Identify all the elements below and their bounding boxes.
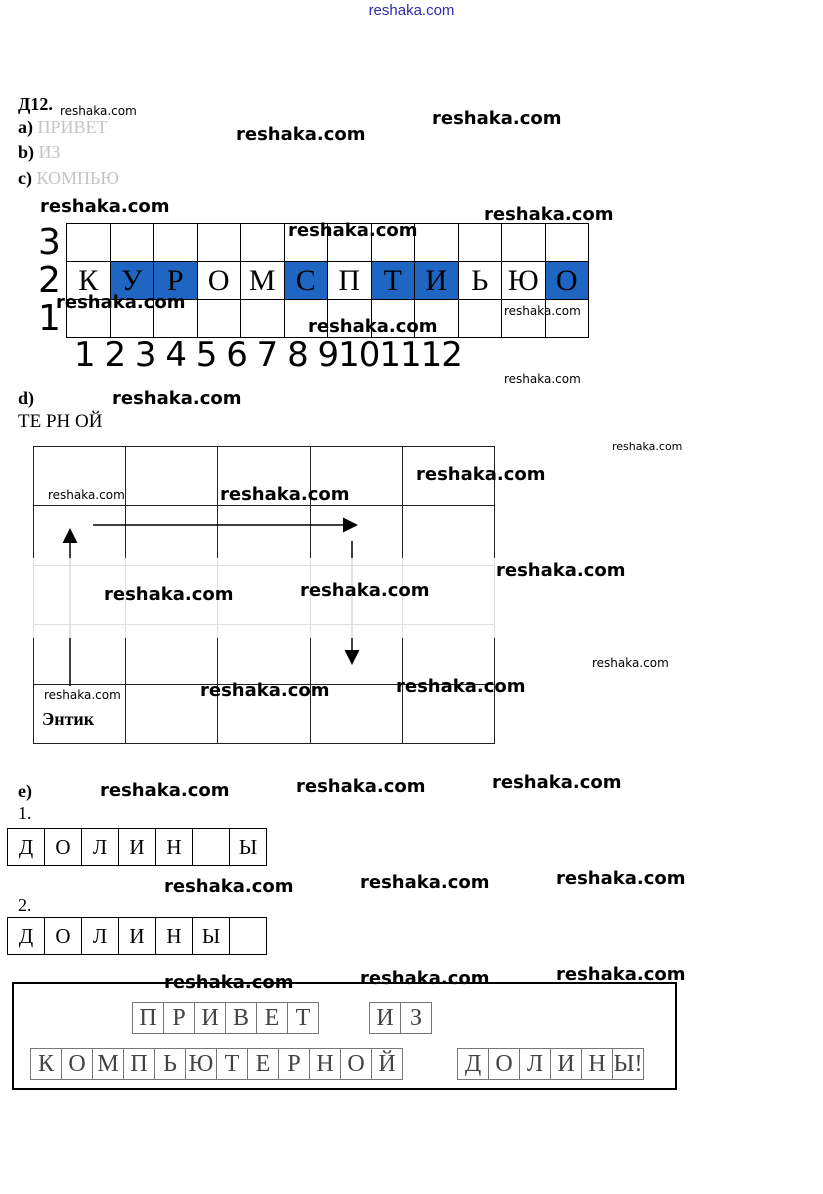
- final-letter: Н: [581, 1048, 613, 1080]
- word-letter: И: [118, 917, 156, 955]
- word-letter: Ы: [192, 917, 230, 955]
- watermark: reshaka.com: [308, 316, 438, 337]
- grid-letter-highlighted: И: [415, 262, 459, 300]
- watermark: reshaka.com: [112, 388, 242, 409]
- watermark: reshaka.com: [296, 776, 426, 797]
- final-letter: И: [550, 1048, 582, 1080]
- item2-number: 2.: [18, 895, 32, 915]
- row-label-3: 3: [38, 222, 61, 263]
- grid-letter: О: [198, 262, 242, 300]
- part-d-text: ТЕ РН ОЙ: [18, 411, 103, 432]
- final-letter: Р: [163, 1002, 195, 1034]
- grid-cell: [154, 224, 198, 262]
- grid-cell: [67, 224, 111, 262]
- line-b: [18, 142, 61, 163]
- grid-cell: [241, 224, 285, 262]
- word-letter: [229, 917, 267, 955]
- word-letter: Н: [155, 828, 193, 866]
- grid-letter-highlighted: С: [285, 262, 329, 300]
- final-letter: Л: [519, 1048, 551, 1080]
- watermark: reshaka.com: [612, 440, 683, 453]
- final-letter: И: [194, 1002, 226, 1034]
- part-d-label: d): [18, 388, 35, 408]
- watermark: reshaka.com: [504, 372, 581, 386]
- line-a: [18, 117, 108, 138]
- word-letter: Л: [81, 917, 119, 955]
- watermark: reshaka.com: [236, 124, 366, 145]
- watermark: reshaka.com: [164, 876, 294, 897]
- watermark: reshaka.com: [288, 220, 418, 241]
- grid-letter: П: [328, 262, 372, 300]
- watermark: reshaka.com: [44, 688, 121, 702]
- watermark: reshaka.com: [492, 772, 622, 793]
- watermark: reshaka.com: [496, 560, 626, 581]
- watermark: reshaka.com: [300, 580, 430, 601]
- final-letter: М: [92, 1048, 124, 1080]
- final-word-doliny: [457, 1048, 643, 1080]
- row-label-1: 1: [38, 298, 61, 339]
- final-letter: П: [123, 1048, 155, 1080]
- final-word-kompyuternoy: [30, 1048, 402, 1080]
- grid-letter-highlighted: У: [111, 262, 155, 300]
- grid-letter: К: [67, 262, 111, 300]
- word-letter: О: [44, 917, 82, 955]
- watermark: reshaka.com: [432, 108, 562, 129]
- final-letter: Ь: [154, 1048, 186, 1080]
- grid-cell: [459, 224, 503, 262]
- item1-number: 1.: [18, 803, 32, 823]
- line-c: [18, 168, 119, 189]
- final-word-iz: [369, 1002, 431, 1034]
- word-letter: Н: [155, 917, 193, 955]
- grid-cell: [502, 224, 546, 262]
- line-a-label: a): [18, 117, 33, 137]
- word-letter: [192, 828, 230, 866]
- grid-letter-highlighted: Р: [154, 262, 198, 300]
- word-row-1: [7, 828, 266, 866]
- line-c-text: КОМПЬЮ: [36, 168, 119, 188]
- grid-letter-highlighted: Т: [372, 262, 416, 300]
- final-letter: В: [225, 1002, 257, 1034]
- final-letter: Т: [287, 1002, 319, 1034]
- final-word-privet: [132, 1002, 318, 1034]
- final-letter: Р: [278, 1048, 310, 1080]
- grid-cell: [198, 224, 242, 262]
- final-letter: К: [30, 1048, 62, 1080]
- final-letter: Н: [309, 1048, 341, 1080]
- exercise-title: Д12.: [18, 94, 53, 114]
- watermark: reshaka.com: [220, 484, 350, 505]
- watermark: reshaka.com: [360, 872, 490, 893]
- watermark: reshaka.com: [100, 780, 230, 801]
- row-label-2: 2: [38, 260, 61, 301]
- watermark: reshaka.com: [592, 656, 669, 670]
- final-letter: Е: [256, 1002, 288, 1034]
- watermark: reshaka.com: [60, 104, 137, 118]
- word-letter: Л: [81, 828, 119, 866]
- word-letter: Д: [7, 828, 45, 866]
- watermark: reshaka.com: [200, 680, 330, 701]
- column-labels: 1 2 3 4 5 6 7 8 9101112: [74, 335, 462, 375]
- grid-cell: [111, 224, 155, 262]
- watermark: reshaka.com: [48, 488, 125, 502]
- watermark: reshaka.com: [484, 204, 614, 225]
- watermark: reshaka.com: [556, 868, 686, 889]
- grid-cell: [459, 300, 503, 338]
- grid-cell: [546, 224, 590, 262]
- final-letter: Е: [247, 1048, 279, 1080]
- site-header-link[interactable]: reshaka.com: [368, 2, 455, 19]
- final-letter: О: [488, 1048, 520, 1080]
- watermark: reshaka.com: [56, 292, 186, 313]
- word-letter: Д: [7, 917, 45, 955]
- final-letter: Д: [457, 1048, 489, 1080]
- grid-cell: [241, 300, 285, 338]
- line-b-label: b): [18, 142, 35, 162]
- line-c-label: c): [18, 168, 32, 188]
- word-letter: Ы: [229, 828, 267, 866]
- grid-cell: [415, 224, 459, 262]
- watermark: reshaka.com: [504, 304, 581, 318]
- grid-letter-highlighted: О: [546, 262, 590, 300]
- corner-label: Энтик: [42, 709, 95, 729]
- word-row-2: [7, 917, 266, 955]
- watermark: reshaka.com: [396, 676, 526, 697]
- final-letter: Ю: [185, 1048, 217, 1080]
- word-letter: И: [118, 828, 156, 866]
- final-letter: Ы!: [612, 1048, 644, 1080]
- watermark: reshaka.com: [40, 196, 170, 217]
- final-letter: Й: [371, 1048, 403, 1080]
- word-letter: О: [44, 828, 82, 866]
- grid-letter: М: [241, 262, 285, 300]
- final-letter: О: [340, 1048, 372, 1080]
- final-letter: Т: [216, 1048, 248, 1080]
- line-a-text: ПРИВЕТ: [37, 117, 108, 137]
- watermark: reshaka.com: [104, 584, 234, 605]
- final-letter: З: [400, 1002, 432, 1034]
- watermark: reshaka.com: [164, 972, 294, 993]
- final-letter: И: [369, 1002, 401, 1034]
- final-answer-frame: [12, 982, 677, 1090]
- part-e-label: e): [18, 781, 32, 801]
- watermark: reshaka.com: [416, 464, 546, 485]
- final-letter: П: [132, 1002, 164, 1034]
- watermark: reshaka.com: [556, 964, 686, 985]
- grid-letter: Ю: [502, 262, 546, 300]
- final-letter: О: [61, 1048, 93, 1080]
- line-b-text: ИЗ: [38, 142, 61, 162]
- watermark: reshaka.com: [360, 968, 490, 989]
- grid-letter: Ь: [459, 262, 503, 300]
- grid-cell: [198, 300, 242, 338]
